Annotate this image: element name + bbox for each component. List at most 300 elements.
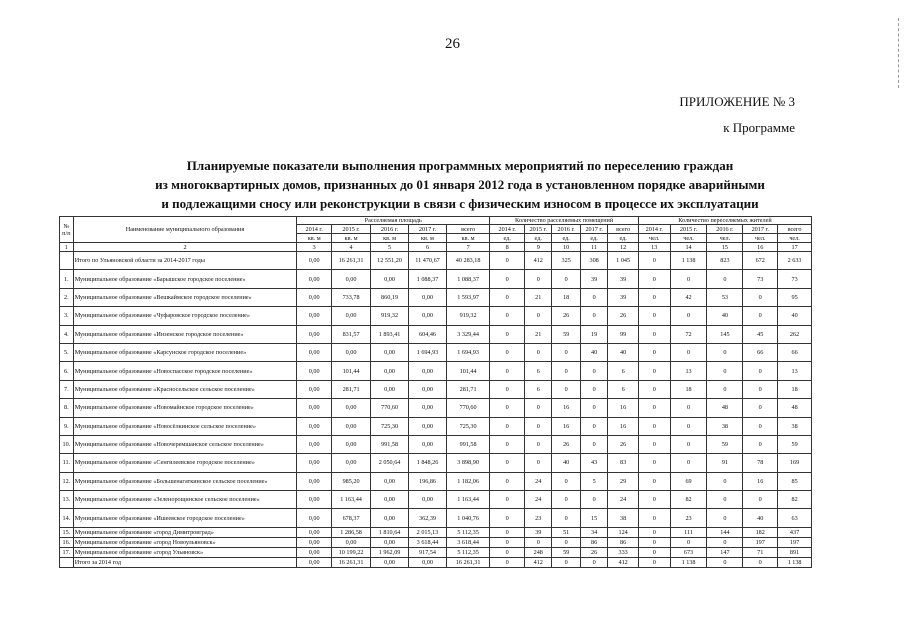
value-cell: 281,71 <box>332 380 371 398</box>
value-cell: 0 <box>638 380 670 398</box>
municipality-name: Муниципальное образование «Чуфаровское городское поселение» <box>73 307 297 325</box>
value-cell: 0 <box>490 399 525 417</box>
col-no-header: № п/п <box>60 217 74 243</box>
value-cell: 101,44 <box>446 362 489 380</box>
value-cell: 197 <box>778 537 812 547</box>
value-cell: 0 <box>638 547 670 557</box>
value-cell: 6 <box>525 380 552 398</box>
table-row <box>60 270 812 288</box>
municipality-name: Муниципальное образование «Зеленорощинское сельское поселение» <box>73 491 297 509</box>
value-cell: 196,86 <box>409 472 447 490</box>
column-number: 6 <box>409 243 447 252</box>
unit-header: чел. <box>638 234 670 243</box>
year-header: 2014 г. <box>297 225 332 234</box>
year-header: всего <box>446 225 489 234</box>
unit-header: ед. <box>552 234 580 243</box>
value-cell: 0 <box>707 343 743 361</box>
year-header: 2017 г. <box>580 225 607 234</box>
value-cell: 0 <box>743 491 778 509</box>
value-cell: 991,58 <box>371 435 409 453</box>
value-cell: 26 <box>552 435 580 453</box>
value-cell: 21 <box>525 288 552 306</box>
value-cell: 24 <box>525 472 552 490</box>
row-number: 17. <box>60 547 74 557</box>
value-cell: 0,00 <box>409 307 447 325</box>
value-cell: 0 <box>552 270 580 288</box>
value-cell: 0 <box>638 252 670 270</box>
value-cell: 770,60 <box>371 399 409 417</box>
value-cell: 21 <box>525 325 552 343</box>
value-cell: 0 <box>525 417 552 435</box>
value-cell: 0,00 <box>409 417 447 435</box>
table-row <box>60 307 812 325</box>
value-cell: 0 <box>743 557 778 567</box>
row-number: 16. <box>60 537 74 547</box>
year-header: 2016 г. <box>371 225 409 234</box>
value-cell: 0,00 <box>371 270 409 288</box>
value-cell: 24 <box>608 491 639 509</box>
header-row-column-numbers <box>60 243 812 252</box>
table-body <box>60 252 812 568</box>
year-header: 2017 г. <box>409 225 447 234</box>
value-cell: 0,00 <box>297 417 332 435</box>
value-cell: 991,58 <box>446 435 489 453</box>
value-cell: 0 <box>638 399 670 417</box>
value-cell: 0 <box>638 557 670 567</box>
value-cell: 19 <box>580 325 607 343</box>
value-cell: 66 <box>743 343 778 361</box>
value-cell: 0 <box>490 307 525 325</box>
value-cell: 45 <box>743 325 778 343</box>
value-cell: 0 <box>552 380 580 398</box>
value-cell: 6 <box>525 362 552 380</box>
value-cell: 0 <box>580 380 607 398</box>
value-cell: 145 <box>707 325 743 343</box>
value-cell: 0,00 <box>297 527 332 537</box>
col-name-header: Наименование муниципального образования <box>73 217 297 243</box>
value-cell: 63 <box>778 509 812 527</box>
municipality-name: Муниципальное образование «Новосёлкинское сельское поселение» <box>73 417 297 435</box>
row-number: 5. <box>60 343 74 361</box>
table-row <box>60 252 812 270</box>
unit-header: ед. <box>580 234 607 243</box>
value-cell: 48 <box>707 399 743 417</box>
value-cell: 48 <box>778 399 812 417</box>
value-cell: 182 <box>743 527 778 537</box>
value-cell: 0 <box>490 454 525 472</box>
value-cell: 1 138 <box>670 557 707 567</box>
value-cell: 16 <box>552 417 580 435</box>
value-cell: 197 <box>743 537 778 547</box>
value-cell: 0 <box>743 307 778 325</box>
value-cell: 0 <box>670 435 707 453</box>
value-cell: 0 <box>490 435 525 453</box>
municipality-name: Муниципальное образование «Новочеремшанское сельское поселение» <box>73 435 297 453</box>
value-cell: 437 <box>778 527 812 537</box>
value-cell: 59 <box>707 435 743 453</box>
value-cell: 0 <box>490 547 525 557</box>
value-cell: 0 <box>490 362 525 380</box>
value-cell: 12 551,20 <box>371 252 409 270</box>
value-cell: 673 <box>670 547 707 557</box>
column-number: 10 <box>552 243 580 252</box>
value-cell: 18 <box>670 380 707 398</box>
year-header: всего <box>778 225 812 234</box>
value-cell: 10 199,22 <box>332 547 371 557</box>
value-cell: 5 112,35 <box>446 547 489 557</box>
value-cell: 412 <box>525 252 552 270</box>
row-number: 15. <box>60 527 74 537</box>
value-cell: 0 <box>525 270 552 288</box>
value-cell: 0 <box>707 270 743 288</box>
value-cell: 248 <box>525 547 552 557</box>
unit-header: кв. м <box>297 234 332 243</box>
value-cell: 53 <box>707 288 743 306</box>
value-cell: 333 <box>608 547 639 557</box>
table-row <box>60 399 812 417</box>
value-cell: 40 <box>608 343 639 361</box>
row-number: 11. <box>60 454 74 472</box>
column-number: 11 <box>580 243 607 252</box>
value-cell: 1 138 <box>778 557 812 567</box>
value-cell: 0 <box>670 343 707 361</box>
value-cell: 0,00 <box>297 343 332 361</box>
value-cell: 6 <box>608 380 639 398</box>
municipality-name: Муниципальное образование «Инзенское городское поселение» <box>73 325 297 343</box>
value-cell: 0,00 <box>297 380 332 398</box>
column-number: 8 <box>490 243 525 252</box>
value-cell: 604,46 <box>409 325 447 343</box>
value-cell: 42 <box>670 288 707 306</box>
value-cell: 69 <box>670 472 707 490</box>
value-cell: 40 <box>778 307 812 325</box>
value-cell: 16 261,31 <box>332 557 371 567</box>
value-cell: 770,60 <box>446 399 489 417</box>
value-cell: 0 <box>580 557 607 567</box>
value-cell: 0,00 <box>332 343 371 361</box>
value-cell: 169 <box>778 454 812 472</box>
value-cell: 51 <box>552 527 580 537</box>
value-cell: 0 <box>638 325 670 343</box>
value-cell: 1 694,93 <box>446 343 489 361</box>
value-cell: 0,00 <box>297 435 332 453</box>
value-cell: 3 329,44 <box>446 325 489 343</box>
value-cell: 78 <box>743 454 778 472</box>
unit-header: чел. <box>743 234 778 243</box>
value-cell: 0 <box>525 307 552 325</box>
value-cell: 124 <box>608 527 639 537</box>
value-cell: 0,00 <box>371 509 409 527</box>
value-cell: 86 <box>608 537 639 547</box>
value-cell: 1 163,44 <box>446 491 489 509</box>
value-cell: 0 <box>552 537 580 547</box>
value-cell: 72 <box>670 325 707 343</box>
value-cell: 0,00 <box>297 288 332 306</box>
value-cell: 308 <box>580 252 607 270</box>
value-cell: 111 <box>670 527 707 537</box>
value-cell: 39 <box>608 270 639 288</box>
value-cell: 26 <box>608 435 639 453</box>
value-cell: 59 <box>778 435 812 453</box>
column-number: 13 <box>638 243 670 252</box>
value-cell: 0,00 <box>297 472 332 490</box>
value-cell: 0 <box>525 537 552 547</box>
column-number: 4 <box>332 243 371 252</box>
year-header: 2014 г. <box>638 225 670 234</box>
value-cell: 16 261,31 <box>446 557 489 567</box>
value-cell: 0,00 <box>332 270 371 288</box>
value-cell: 43 <box>580 454 607 472</box>
value-cell: 0 <box>490 325 525 343</box>
value-cell: 0 <box>670 270 707 288</box>
document-heading <box>60 156 860 213</box>
value-cell: 83 <box>608 454 639 472</box>
value-cell: 1 088,37 <box>409 270 447 288</box>
value-cell: 0 <box>552 557 580 567</box>
appendix-subtitle: к Программе <box>723 120 795 135</box>
value-cell: 0 <box>490 380 525 398</box>
value-cell: 73 <box>778 270 812 288</box>
column-number: 1 <box>60 243 74 252</box>
value-cell: 0,00 <box>332 399 371 417</box>
value-cell: 725,30 <box>371 417 409 435</box>
value-cell: 0,00 <box>409 435 447 453</box>
municipality-name: Муниципальное образование «город Ульяновск» <box>73 547 297 557</box>
unit-header: ед. <box>608 234 639 243</box>
value-cell: 860,19 <box>371 288 409 306</box>
municipality-name: Муниципальное образование «Сенгилеевское городское поселение» <box>73 454 297 472</box>
value-cell: 672 <box>743 252 778 270</box>
value-cell: 831,57 <box>332 325 371 343</box>
value-cell: 0 <box>670 307 707 325</box>
value-cell: 1 810,64 <box>371 527 409 537</box>
value-cell: 24 <box>525 491 552 509</box>
municipality-name: Муниципальное образование «Новоспасское городское поселение» <box>73 362 297 380</box>
value-cell: 0 <box>552 362 580 380</box>
value-cell: 3 618,44 <box>446 537 489 547</box>
value-cell: 0,00 <box>332 537 371 547</box>
value-cell: 34 <box>580 527 607 537</box>
value-cell: 5 112,35 <box>446 527 489 537</box>
value-cell: 733,78 <box>332 288 371 306</box>
value-cell: 0,00 <box>297 325 332 343</box>
value-cell: 16 <box>552 399 580 417</box>
value-cell: 13 <box>778 362 812 380</box>
unit-header: ед. <box>525 234 552 243</box>
column-number: 9 <box>525 243 552 252</box>
unit-header: кв. м <box>409 234 447 243</box>
value-cell: 86 <box>580 537 607 547</box>
value-cell: 40 283,18 <box>446 252 489 270</box>
municipality-name: Муниципальное образование «Ишеевское городское поселение» <box>73 509 297 527</box>
row-number: 3. <box>60 307 74 325</box>
value-cell: 0 <box>670 537 707 547</box>
value-cell: 13 <box>670 362 707 380</box>
value-cell: 0 <box>490 472 525 490</box>
column-number: 17 <box>778 243 812 252</box>
value-cell: 0 <box>490 417 525 435</box>
municipality-name: Итого по Ульяновской области за 2014-2017 годы <box>73 252 297 270</box>
value-cell: 1 593,97 <box>446 288 489 306</box>
value-cell: 38 <box>778 417 812 435</box>
value-cell: 919,32 <box>371 307 409 325</box>
value-cell: 18 <box>552 288 580 306</box>
value-cell: 40 <box>743 509 778 527</box>
value-cell: 71 <box>743 547 778 557</box>
unit-header: ед. <box>490 234 525 243</box>
value-cell: 38 <box>707 417 743 435</box>
value-cell: 0 <box>638 527 670 537</box>
column-number: 15 <box>707 243 743 252</box>
year-header: 2017 г. <box>743 225 778 234</box>
table-row <box>60 454 812 472</box>
value-cell: 6 <box>608 362 639 380</box>
value-cell: 0,00 <box>409 491 447 509</box>
value-cell: 0 <box>638 509 670 527</box>
scan-edge-marks <box>896 18 899 88</box>
value-cell: 0 <box>743 288 778 306</box>
value-cell: 16 <box>608 417 639 435</box>
municipality-name: Муниципальное образование «город Новоульяновск» <box>73 537 297 547</box>
value-cell: 0,00 <box>332 417 371 435</box>
unit-header: чел. <box>778 234 812 243</box>
row-number: 8. <box>60 399 74 417</box>
group-header: Количество переселяемых жителей <box>638 217 811 225</box>
column-number: 5 <box>371 243 409 252</box>
municipality-name: Муниципальное образование «Большенагаткинское сельское поселение» <box>73 472 297 490</box>
value-cell: 99 <box>608 325 639 343</box>
unit-header: чел. <box>670 234 707 243</box>
value-cell: 0 <box>743 435 778 453</box>
value-cell: 1 962,09 <box>371 547 409 557</box>
value-cell: 0,00 <box>297 547 332 557</box>
value-cell: 823 <box>707 252 743 270</box>
value-cell: 1 045 <box>608 252 639 270</box>
value-cell: 0 <box>490 557 525 567</box>
unit-header: кв. м <box>371 234 409 243</box>
value-cell: 919,32 <box>446 307 489 325</box>
table-row <box>60 325 812 343</box>
value-cell: 0,00 <box>371 491 409 509</box>
value-cell: 0 <box>638 417 670 435</box>
value-cell: 0 <box>638 288 670 306</box>
value-cell: 26 <box>552 307 580 325</box>
row-number: 12. <box>60 472 74 490</box>
value-cell: 0 <box>490 270 525 288</box>
value-cell: 725,30 <box>446 417 489 435</box>
page-number: 26 <box>445 36 460 52</box>
value-cell: 0 <box>743 417 778 435</box>
value-cell: 0 <box>552 343 580 361</box>
value-cell: 0,00 <box>297 362 332 380</box>
value-cell: 0,00 <box>409 288 447 306</box>
value-cell: 26 <box>608 307 639 325</box>
value-cell: 917,54 <box>409 547 447 557</box>
value-cell: 0 <box>707 537 743 547</box>
table-row <box>60 362 812 380</box>
value-cell: 0,00 <box>371 362 409 380</box>
value-cell: 0,00 <box>332 454 371 472</box>
value-cell: 1 163,44 <box>332 491 371 509</box>
appendix-title: ПРИЛОЖЕНИЕ № 3 <box>679 94 795 109</box>
table-row <box>60 509 812 527</box>
table-row <box>60 417 812 435</box>
value-cell: 0 <box>743 362 778 380</box>
value-cell: 5 <box>580 472 607 490</box>
value-cell: 0 <box>638 270 670 288</box>
value-cell: 0 <box>707 557 743 567</box>
value-cell: 0,00 <box>371 537 409 547</box>
value-cell: 1 138 <box>670 252 707 270</box>
value-cell: 0,00 <box>371 343 409 361</box>
value-cell: 95 <box>778 288 812 306</box>
heading-line: из многоквартирных домов, признанных до 01 января 2012 года в установленном порядке аварийными <box>155 177 765 192</box>
value-cell: 16 261,31 <box>332 252 371 270</box>
value-cell: 0 <box>525 343 552 361</box>
value-cell: 0,00 <box>332 307 371 325</box>
value-cell: 26 <box>580 547 607 557</box>
value-cell: 0 <box>490 491 525 509</box>
value-cell: 0 <box>580 399 607 417</box>
value-cell: 16 <box>608 399 639 417</box>
value-cell: 0 <box>580 362 607 380</box>
value-cell: 362,39 <box>409 509 447 527</box>
value-cell: 0 <box>743 399 778 417</box>
column-number: 14 <box>670 243 707 252</box>
value-cell: 0 <box>638 472 670 490</box>
table-row <box>60 527 812 537</box>
resettlement-table <box>59 216 812 568</box>
value-cell: 0 <box>707 491 743 509</box>
value-cell: 0,00 <box>297 491 332 509</box>
value-cell: 38 <box>608 509 639 527</box>
row-number <box>60 557 74 567</box>
value-cell: 0 <box>552 491 580 509</box>
value-cell: 0 <box>743 380 778 398</box>
value-cell: 15 <box>580 509 607 527</box>
row-number: 1. <box>60 270 74 288</box>
value-cell: 18 <box>778 380 812 398</box>
year-header: 2015 г. <box>332 225 371 234</box>
year-header: 2016 г. <box>707 225 743 234</box>
value-cell: 11 470,67 <box>409 252 447 270</box>
value-cell: 59 <box>552 325 580 343</box>
value-cell: 0 <box>490 527 525 537</box>
value-cell: 0 <box>580 491 607 509</box>
value-cell: 0,00 <box>297 270 332 288</box>
value-cell: 0 <box>707 472 743 490</box>
value-cell: 0 <box>638 362 670 380</box>
value-cell: 0 <box>707 380 743 398</box>
value-cell: 262 <box>778 325 812 343</box>
value-cell: 678,37 <box>332 509 371 527</box>
column-number: 16 <box>743 243 778 252</box>
value-cell: 3 618,44 <box>409 537 447 547</box>
table-row <box>60 343 812 361</box>
value-cell: 0 <box>707 362 743 380</box>
table-row <box>60 491 812 509</box>
table-row <box>60 472 812 490</box>
value-cell: 281,71 <box>446 380 489 398</box>
year-header: 2015 г. <box>525 225 552 234</box>
value-cell: 144 <box>707 527 743 537</box>
value-cell: 0,00 <box>297 454 332 472</box>
row-number: 7. <box>60 380 74 398</box>
municipality-name: Муниципальное образование «Карсунское городское поселение» <box>73 343 297 361</box>
table-row <box>60 537 812 547</box>
value-cell: 0 <box>638 454 670 472</box>
value-cell: 39 <box>525 527 552 537</box>
